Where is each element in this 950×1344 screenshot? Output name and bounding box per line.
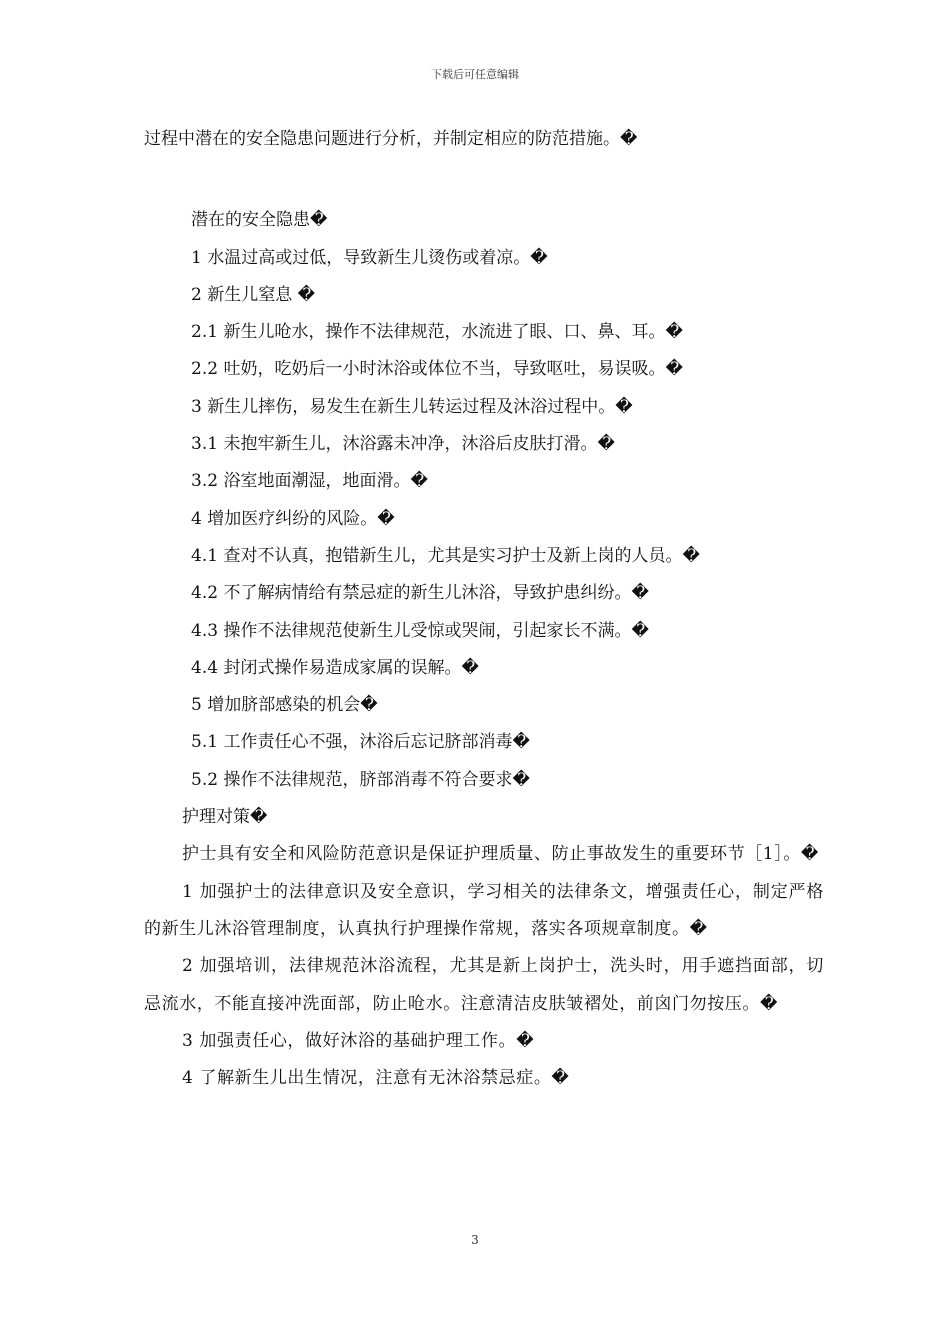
item-number: 1 [191, 247, 202, 268]
item-text: 操作不法律规范，脐部消毒不符合要求� [223, 769, 530, 790]
item-number: 4.1 [191, 545, 219, 566]
paragraph: 4 了解新生儿出生情况，注意有无沐浴禁忌症。� [182, 1068, 570, 1089]
page-header: 下载后可任意编辑 [431, 68, 519, 81]
paragraph: 2 加强培训，法律规范沐浴流程，尤其是新上岗护士，洗头时，用手遮挡面部，切忌流水，不能直接冲洗面部，防止呛水。注意清洁皮肤皱褶处，前囟门勿按压。� [144, 956, 824, 1014]
item-text: 浴室地面潮湿，地面滑。� [223, 471, 428, 492]
list-item [144, 538, 824, 575]
item-text: 操作不法律规范使新生儿受惊或哭闹，引起家长不满。� [223, 620, 649, 641]
item-number: 2.2 [191, 359, 219, 380]
item-number: 3.2 [191, 471, 219, 492]
list-item [144, 650, 824, 687]
list-item [144, 426, 824, 463]
item-text: 新生儿呛水，操作不法律规范，水流进了眼、口、鼻、耳。� [223, 322, 683, 343]
list-item [144, 351, 824, 388]
intro-line: 过程中潜在的安全隐患问题进行分析，并制定相应的防范措施。� [144, 129, 638, 149]
paragraph: 3 加强责任心，做好沐浴的基础护理工作。� [182, 1030, 535, 1051]
paragraph: 护士具有安全和风险防范意识是保证护理质量、防止事故发生的重要环节［1］。� [182, 844, 819, 865]
item-number: 5 [191, 695, 202, 716]
section-title-hazards: 潜在的安全隐患� [191, 210, 328, 231]
item-number: 4.2 [191, 583, 219, 604]
list-item [144, 314, 824, 351]
list-item [144, 762, 824, 799]
page-number: 3 [471, 1233, 479, 1247]
spacer [144, 158, 824, 202]
item-text: 封闭式操作易造成家属的误解。� [223, 657, 479, 678]
item-text: 查对不认真，抱错新生儿，尤其是实习护士及新上岗的人员。� [223, 545, 700, 566]
list-item [144, 240, 824, 277]
item-text: 吐奶，吃奶后一小时沐浴或体位不当，导致呕吐，易误吸。� [223, 359, 683, 380]
item-text: 新生儿窒息 � [207, 284, 316, 305]
item-number: 2.1 [191, 322, 219, 343]
list-item [144, 277, 824, 314]
item-number: 4.4 [191, 657, 219, 678]
item-text: 增加医疗纠纷的风险。� [207, 508, 395, 529]
list-item [144, 389, 824, 426]
item-number: 5.1 [191, 732, 219, 753]
item-text: 不了解病情给有禁忌症的新生儿沐浴，导致护患纠纷。� [223, 583, 649, 604]
item-text: 增加脐部感染的机会� [207, 695, 378, 716]
item-text: 未抱牢新生儿，沐浴露未冲净，沐浴后皮肤打滑。� [223, 434, 615, 455]
item-number: 3 [191, 396, 202, 417]
list-item [144, 687, 824, 724]
item-number: 2 [191, 284, 202, 305]
paragraph: 1 加强护士的法律意识及安全意识，学习相关的法律条文，增强责任心，制定严格的新生儿沐浴管理制度，认真执行护理操作常规，落实各项规章制度。� [144, 881, 824, 939]
item-number: 4 [191, 508, 202, 529]
item-text: 工作责任心不强，沐浴后忘记脐部消毒� [223, 732, 530, 753]
document-body [144, 121, 824, 1097]
list-item [144, 575, 824, 612]
item-text: 新生儿摔伤，易发生在新生儿转运过程及沐浴过程中。� [207, 396, 633, 417]
list-item [144, 463, 824, 500]
item-number: 4.3 [191, 620, 219, 641]
section-title-countermeasures: 护理对策� [182, 807, 268, 828]
item-text: 水温过高或过低，导致新生儿烫伤或着凉。� [207, 247, 548, 268]
item-number: 3.1 [191, 434, 219, 455]
list-item [144, 613, 824, 650]
list-item [144, 724, 824, 761]
item-number: 5.2 [191, 769, 219, 790]
list-item [144, 501, 824, 538]
